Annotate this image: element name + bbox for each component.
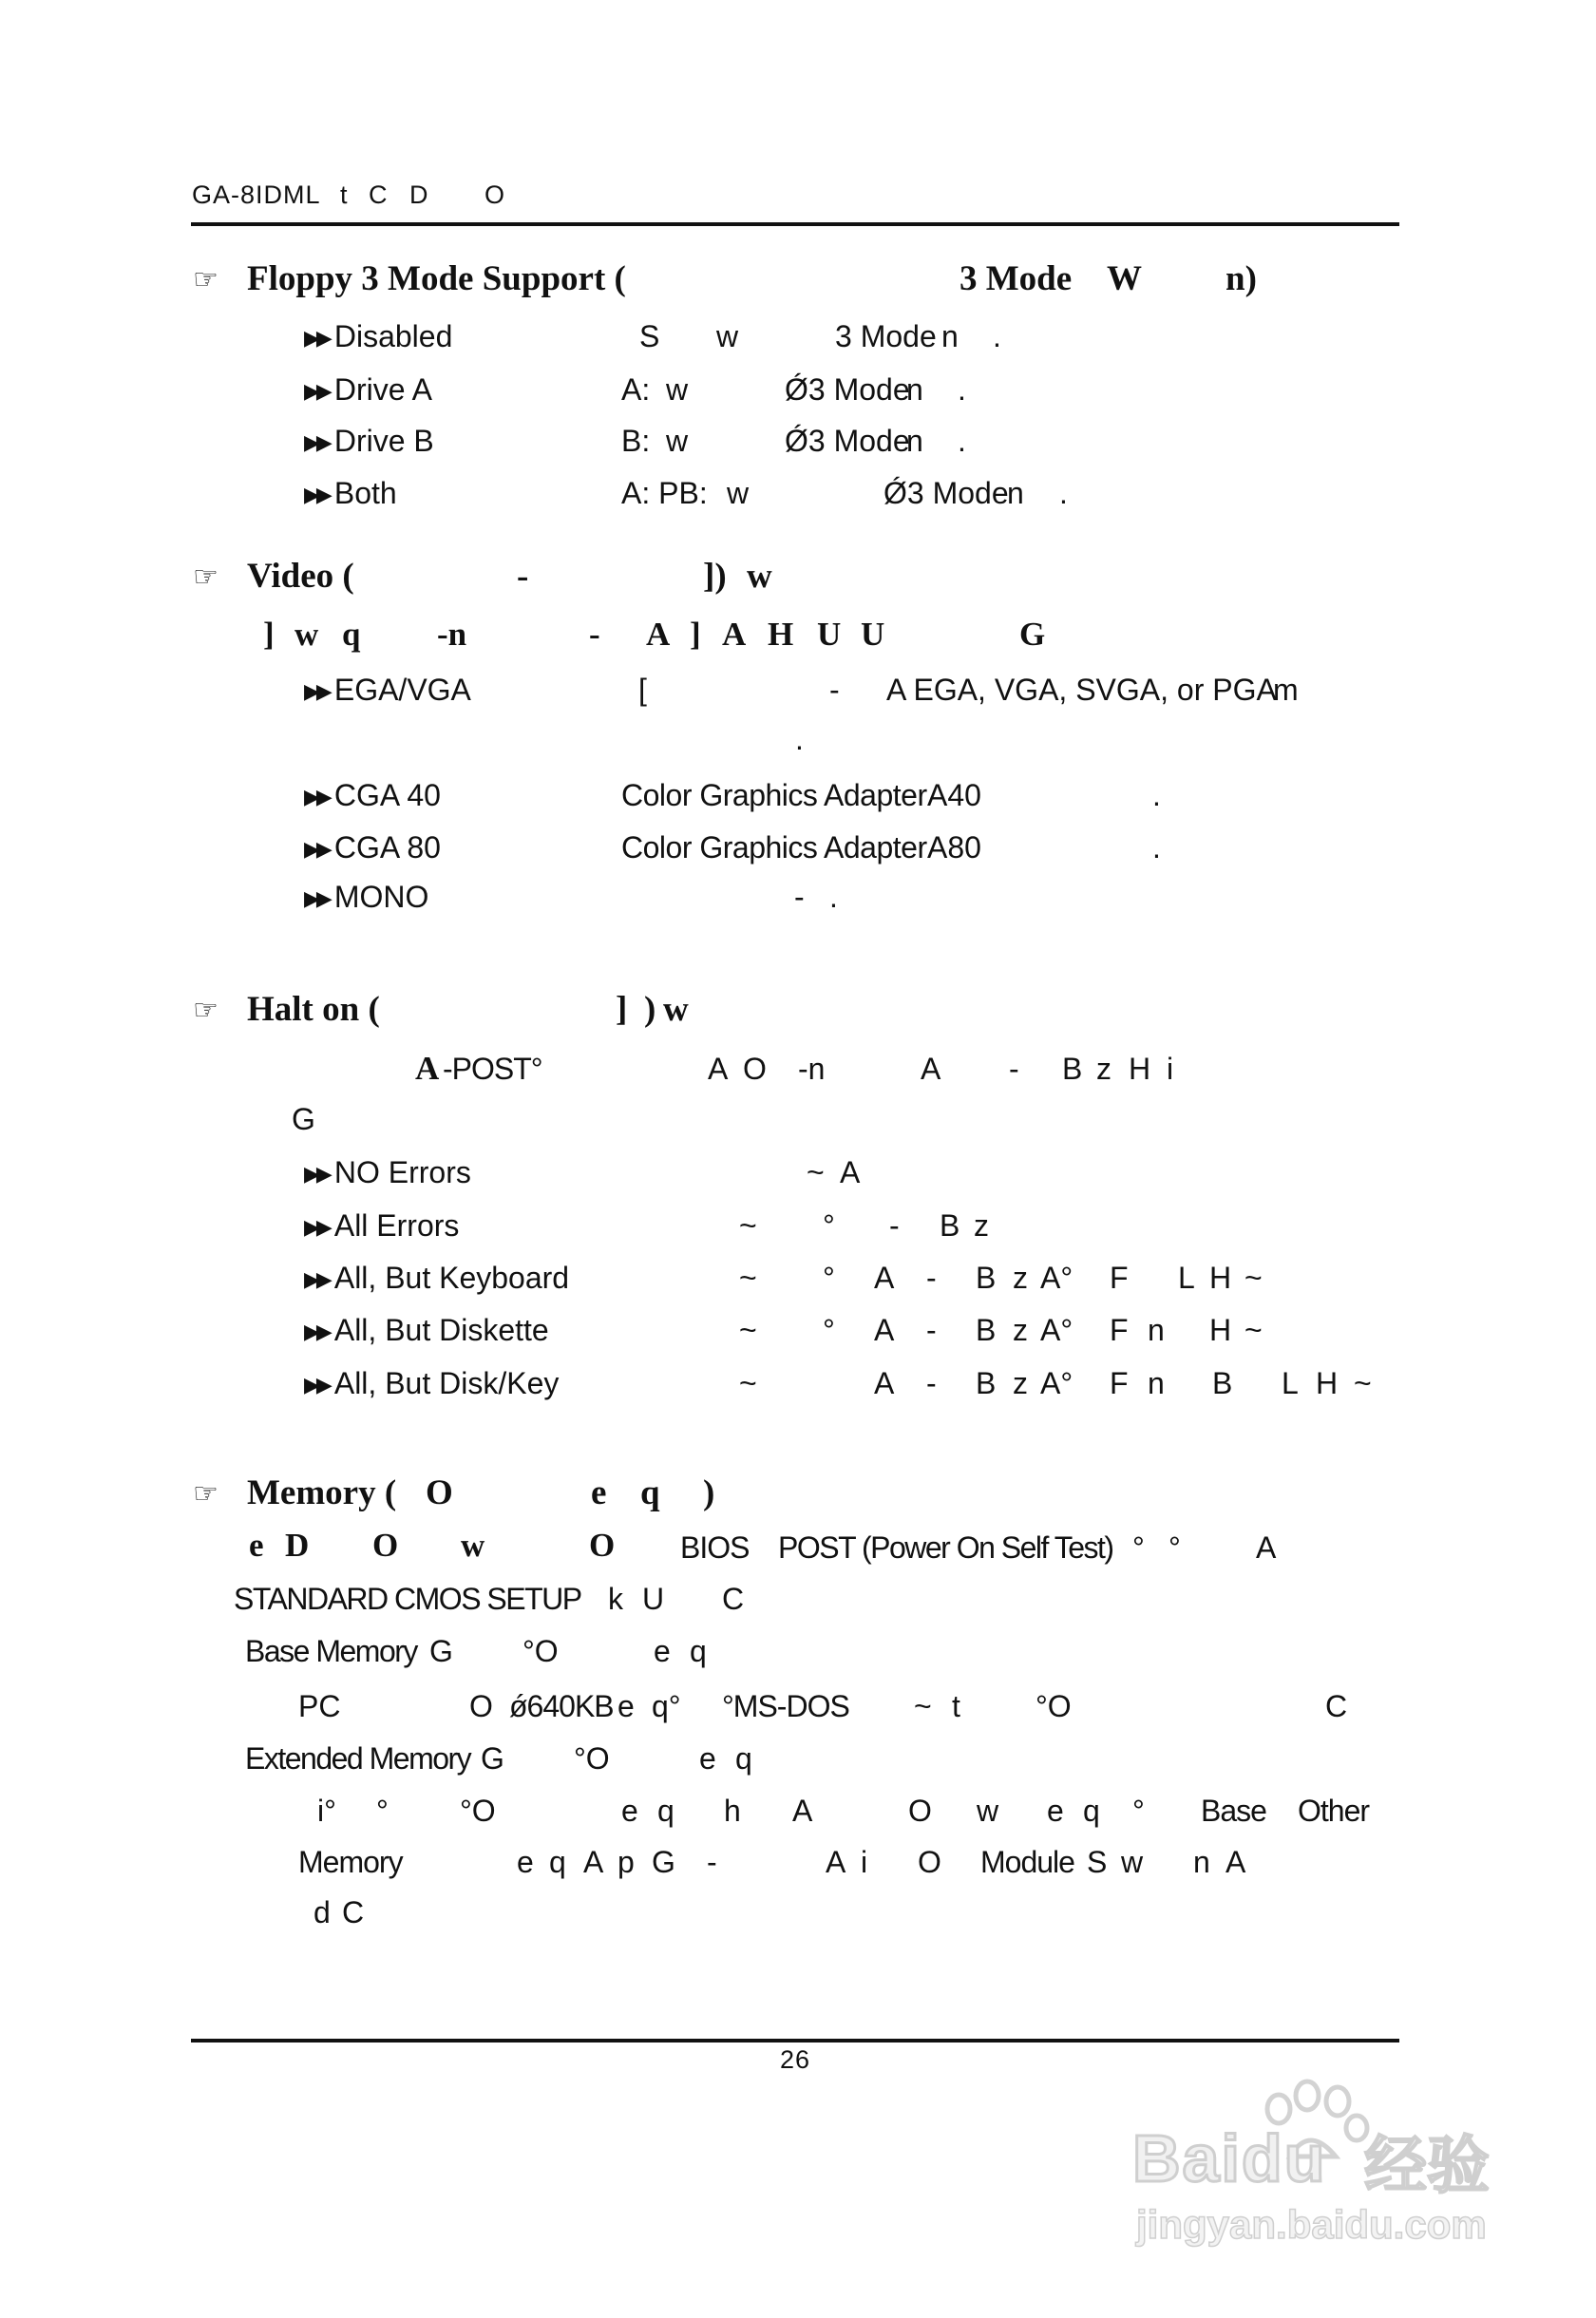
option-item: ▶▶ All, But Disk/Key	[304, 1366, 560, 1400]
text-fragment: Memory	[298, 1845, 403, 1879]
text-fragment: e	[654, 1634, 671, 1668]
desc-fragment: °	[823, 1313, 835, 1347]
double-arrow-icon: ▶▶	[304, 886, 329, 910]
desc-fragment: -	[889, 1208, 900, 1243]
desc-fragment: n	[1148, 1366, 1165, 1400]
double-arrow-icon: ▶▶	[304, 430, 329, 454]
text-fragment: -POST°	[443, 1052, 542, 1086]
desc-fragment: m	[1273, 673, 1299, 707]
text-fragment: A	[826, 1845, 846, 1879]
text-fragment: e	[621, 1794, 638, 1828]
text-fragment: O	[372, 1527, 399, 1564]
desc-fragment: n	[1007, 476, 1024, 510]
pointing-hand-icon: ☞	[193, 994, 218, 1027]
text-fragment: q	[549, 1845, 566, 1879]
desc-fragment: F	[1110, 1366, 1129, 1400]
double-arrow-icon: ▶▶	[304, 483, 329, 506]
desc-fragment: .	[795, 722, 804, 756]
desc-fragment: F	[1110, 1313, 1129, 1347]
text-fragment: q	[657, 1794, 674, 1828]
header-glyph: t	[340, 180, 349, 209]
text-fragment: BIOS	[680, 1530, 750, 1565]
option-item: ▶▶ Drive B	[304, 424, 434, 458]
floppy-title-part: 3 Mode	[960, 259, 1073, 298]
desc-fragment: ~	[739, 1313, 757, 1347]
text-fragment: B	[1062, 1052, 1083, 1086]
desc-fragment: .	[993, 319, 1001, 353]
desc-fragment: Color Graphics Adapter	[621, 830, 927, 864]
text-fragment: O	[908, 1794, 932, 1828]
desc-fragment: -	[829, 673, 840, 707]
halt-section-title: Halt on (	[247, 990, 380, 1029]
desc-fragment: .	[958, 372, 966, 407]
memory-title-part: e	[591, 1473, 607, 1512]
text-fragment: w	[294, 616, 319, 653]
text-fragment: °O	[1036, 1689, 1072, 1723]
desc-fragment: A	[840, 1155, 861, 1189]
text-fragment: °MS-DOS	[722, 1689, 849, 1723]
desc-fragment: .	[1152, 830, 1161, 864]
text-fragment: -n	[798, 1052, 826, 1086]
text-fragment: POST (Power On Self Test)	[778, 1530, 1113, 1565]
double-arrow-icon: ▶▶	[304, 1215, 329, 1239]
text-fragment: q	[735, 1741, 752, 1776]
halt-title-part: w	[663, 990, 689, 1029]
pointing-hand-icon: ☞	[193, 263, 218, 296]
header-rule	[191, 222, 1399, 226]
text-fragment: O	[469, 1689, 493, 1723]
desc-fragment: w	[727, 476, 750, 510]
text-fragment: D	[285, 1527, 310, 1564]
text-fragment: Base Memory	[245, 1634, 417, 1668]
watermark-brand: Baidu	[1132, 2121, 1327, 2195]
text-fragment: O	[743, 1052, 767, 1086]
desc-fragment: w	[666, 424, 689, 458]
text-fragment: G	[1019, 616, 1046, 653]
desc-fragment: ~	[1244, 1313, 1263, 1347]
text-fragment: p	[618, 1845, 635, 1879]
desc-fragment: -	[926, 1366, 937, 1400]
double-arrow-icon: ▶▶	[304, 679, 329, 703]
text-fragment: e	[618, 1689, 635, 1723]
double-arrow-icon: ▶▶	[304, 379, 329, 403]
text-fragment: h	[724, 1794, 741, 1828]
desc-fragment: Color Graphics Adapter	[621, 778, 927, 812]
text-fragment: A	[415, 1050, 440, 1087]
video-title-part: -	[517, 557, 529, 596]
desc-fragment: B	[1212, 1366, 1233, 1400]
desc-fragment: A	[874, 1313, 895, 1347]
memory-title-part: )	[703, 1473, 715, 1512]
pointing-hand-icon: ☞	[193, 560, 218, 594]
desc-fragment: ~	[1354, 1366, 1372, 1400]
floppy-section-title: Floppy 3 Mode Support (	[247, 259, 626, 298]
option-item: ▶▶ CGA 80	[304, 830, 441, 864]
text-fragment: Base	[1201, 1794, 1266, 1828]
desc-fragment: w	[666, 372, 689, 407]
desc-fragment: .	[958, 424, 966, 458]
video-title-part: ])	[703, 557, 727, 596]
text-fragment: t	[952, 1689, 960, 1723]
text-fragment: O	[918, 1845, 941, 1879]
floppy-title-part: n)	[1226, 259, 1257, 298]
desc-fragment: B	[976, 1261, 997, 1295]
text-fragment: PC	[298, 1689, 341, 1723]
text-fragment: -n	[437, 616, 467, 653]
text-fragment: A	[921, 1052, 941, 1086]
double-arrow-icon: ▶▶	[304, 1373, 329, 1396]
desc-fragment: -	[926, 1313, 937, 1347]
desc-fragment: A80	[927, 830, 981, 864]
text-fragment: C	[1325, 1689, 1348, 1723]
desc-fragment: A	[874, 1261, 895, 1295]
text-fragment: q	[342, 616, 361, 653]
desc-fragment: z	[1013, 1313, 1028, 1347]
text-fragment: S	[1087, 1845, 1108, 1879]
text-fragment: °O	[522, 1634, 559, 1668]
footer-rule	[191, 2039, 1399, 2042]
text-fragment: °O	[460, 1794, 496, 1828]
header-glyph: C	[369, 180, 389, 209]
text-fragment: U	[642, 1582, 665, 1616]
double-arrow-icon: ▶▶	[304, 1267, 329, 1291]
text-fragment: °	[1132, 1530, 1145, 1565]
desc-fragment: L	[1178, 1261, 1195, 1295]
text-fragment: w	[977, 1794, 999, 1828]
text-fragment: -	[589, 616, 600, 653]
desc-fragment: .	[1152, 778, 1161, 812]
double-arrow-icon: ▶▶	[304, 837, 329, 861]
text-fragment: H	[768, 616, 794, 653]
desc-fragment: A40	[927, 778, 981, 812]
desc-fragment: .	[1059, 476, 1068, 510]
video-section-title: Video (	[247, 557, 354, 596]
desc-fragment: -	[926, 1261, 937, 1295]
text-fragment: d	[314, 1895, 331, 1929]
desc-fragment: A:	[621, 372, 651, 407]
option-item: ▶▶ EGA/VGA	[304, 673, 471, 707]
desc-fragment: F	[1110, 1261, 1129, 1295]
desc-fragment: Ǿ3 Mode	[785, 372, 910, 407]
desc-fragment: n	[1148, 1313, 1165, 1347]
text-fragment: e	[517, 1845, 534, 1879]
desc-fragment: z	[974, 1208, 989, 1243]
text-fragment: °	[1132, 1794, 1145, 1828]
text-fragment: G	[652, 1845, 675, 1879]
desc-fragment: [	[638, 673, 647, 707]
text-fragment: A	[708, 1052, 729, 1086]
text-fragment: Extended Memory	[245, 1741, 471, 1776]
desc-fragment: ~	[1244, 1261, 1263, 1295]
text-fragment: k	[608, 1582, 623, 1616]
option-item: ▶▶ All, But Diskette	[304, 1313, 549, 1347]
text-fragment: °	[1168, 1530, 1181, 1565]
desc-fragment: ~	[739, 1208, 757, 1243]
pointing-hand-icon: ☞	[193, 1477, 218, 1510]
text-fragment: e	[1047, 1794, 1064, 1828]
desc-fragment: w	[716, 319, 739, 353]
desc-fragment: z	[1013, 1261, 1028, 1295]
desc-fragment: °	[823, 1261, 835, 1295]
text-fragment: A	[1256, 1530, 1277, 1565]
memory-title-part: O	[426, 1473, 453, 1512]
text-fragment: -	[1009, 1052, 1019, 1086]
floppy-title-part: W	[1107, 259, 1142, 298]
text-fragment: STANDARD CMOS SETUP	[234, 1582, 581, 1616]
double-arrow-icon: ▶▶	[304, 326, 329, 350]
text-fragment: q	[690, 1634, 707, 1668]
text-fragment: C	[722, 1582, 745, 1616]
text-fragment: G	[429, 1634, 453, 1668]
text-fragment: ]	[690, 616, 701, 653]
watermark-cn: 经验	[1364, 2129, 1490, 2202]
option-item: ▶▶ MONO	[304, 880, 429, 914]
option-item: ▶▶ CGA 40	[304, 778, 441, 812]
text-fragment: A	[646, 616, 671, 653]
desc-fragment: n	[941, 319, 959, 353]
desc-fragment: °	[823, 1208, 835, 1243]
desc-fragment: z	[1013, 1366, 1028, 1400]
desc-fragment: Ǿ3 Mode	[884, 476, 1009, 510]
desc-fragment: S	[639, 319, 660, 353]
text-fragment: z	[1096, 1052, 1112, 1086]
header-glyph: O	[484, 180, 506, 209]
desc-fragment: B	[940, 1208, 960, 1243]
text-fragment: Module	[980, 1845, 1074, 1879]
text-fragment: A	[583, 1845, 604, 1879]
double-arrow-icon: ▶▶	[304, 1162, 329, 1186]
text-fragment: w	[461, 1527, 485, 1564]
desc-fragment: B	[976, 1366, 997, 1400]
desc-fragment: .	[829, 880, 838, 914]
text-fragment: ~	[914, 1689, 932, 1723]
text-fragment: °	[376, 1794, 389, 1828]
option-item: ▶▶ All Errors	[304, 1208, 460, 1243]
desc-fragment: A: PB:	[621, 476, 708, 510]
text-fragment: e	[699, 1741, 716, 1776]
option-item: ▶▶ NO Errors	[304, 1155, 471, 1189]
double-arrow-icon: ▶▶	[304, 785, 329, 808]
page-header-title: GA-8IDML	[192, 180, 321, 209]
text-fragment: A	[1226, 1845, 1246, 1879]
desc-fragment: H	[1209, 1313, 1232, 1347]
desc-fragment: ~	[739, 1261, 757, 1295]
text-fragment: q	[1083, 1794, 1100, 1828]
desc-fragment: L	[1282, 1366, 1299, 1400]
text-fragment: i°	[317, 1794, 336, 1828]
text-fragment: U	[861, 616, 885, 653]
text-fragment: °O	[574, 1741, 610, 1776]
watermark-url: jingyan.baidu.com	[1136, 2202, 1487, 2247]
desc-fragment: H	[1209, 1261, 1232, 1295]
text-fragment: Other	[1298, 1794, 1370, 1828]
desc-fragment: ~	[807, 1155, 825, 1189]
text-fragment: O	[589, 1527, 616, 1564]
desc-fragment: n	[906, 424, 923, 458]
desc-fragment: ~	[739, 1366, 757, 1400]
desc-fragment: B	[976, 1313, 997, 1347]
text-fragment: w	[1121, 1845, 1144, 1879]
text-fragment: -	[707, 1845, 717, 1879]
video-title-part: w	[747, 557, 772, 596]
text-fragment: H	[1129, 1052, 1151, 1086]
halt-title-part: )	[644, 990, 656, 1029]
header-glyph: D	[409, 180, 429, 209]
desc-fragment: n	[906, 372, 923, 407]
text-fragment: G	[481, 1741, 504, 1776]
desc-fragment: A°	[1040, 1366, 1074, 1400]
desc-fragment: 3 Mode	[835, 319, 937, 353]
option-item: ▶▶ Both	[304, 476, 397, 510]
page-number: 26	[780, 2045, 811, 2074]
text-fragment: G	[292, 1102, 315, 1136]
option-item: ▶▶ All, But Keyboard	[304, 1261, 570, 1295]
desc-fragment: B:	[621, 424, 651, 458]
halt-title-part: ]	[616, 990, 628, 1029]
text-fragment: i	[1167, 1052, 1174, 1086]
desc-fragment: A°	[1040, 1313, 1074, 1347]
desc-fragment: A EGA, VGA, SVGA, or PGA	[886, 673, 1277, 707]
desc-fragment: A	[874, 1366, 895, 1400]
desc-fragment: -	[794, 880, 805, 914]
text-fragment: U	[817, 616, 842, 653]
text-fragment: A	[722, 616, 747, 653]
desc-fragment: Ǿ3 Mode	[785, 424, 910, 458]
text-fragment: ]	[263, 616, 275, 653]
text-fragment: e	[249, 1527, 264, 1564]
memory-title-part: q	[640, 1473, 660, 1512]
option-item: ▶▶ Disabled	[304, 319, 453, 353]
desc-fragment: H	[1316, 1366, 1339, 1400]
double-arrow-icon: ▶▶	[304, 1320, 329, 1343]
text-fragment: q°	[652, 1689, 681, 1723]
memory-section-title: Memory (	[247, 1473, 397, 1512]
desc-fragment: A°	[1040, 1261, 1074, 1295]
text-fragment: A	[792, 1794, 813, 1828]
text-fragment: n	[1193, 1845, 1210, 1879]
text-fragment: C	[342, 1895, 365, 1929]
text-fragment: ǿ640KB	[509, 1689, 614, 1723]
option-item: ▶▶ Drive A	[304, 372, 432, 407]
text-fragment: i	[861, 1845, 868, 1879]
